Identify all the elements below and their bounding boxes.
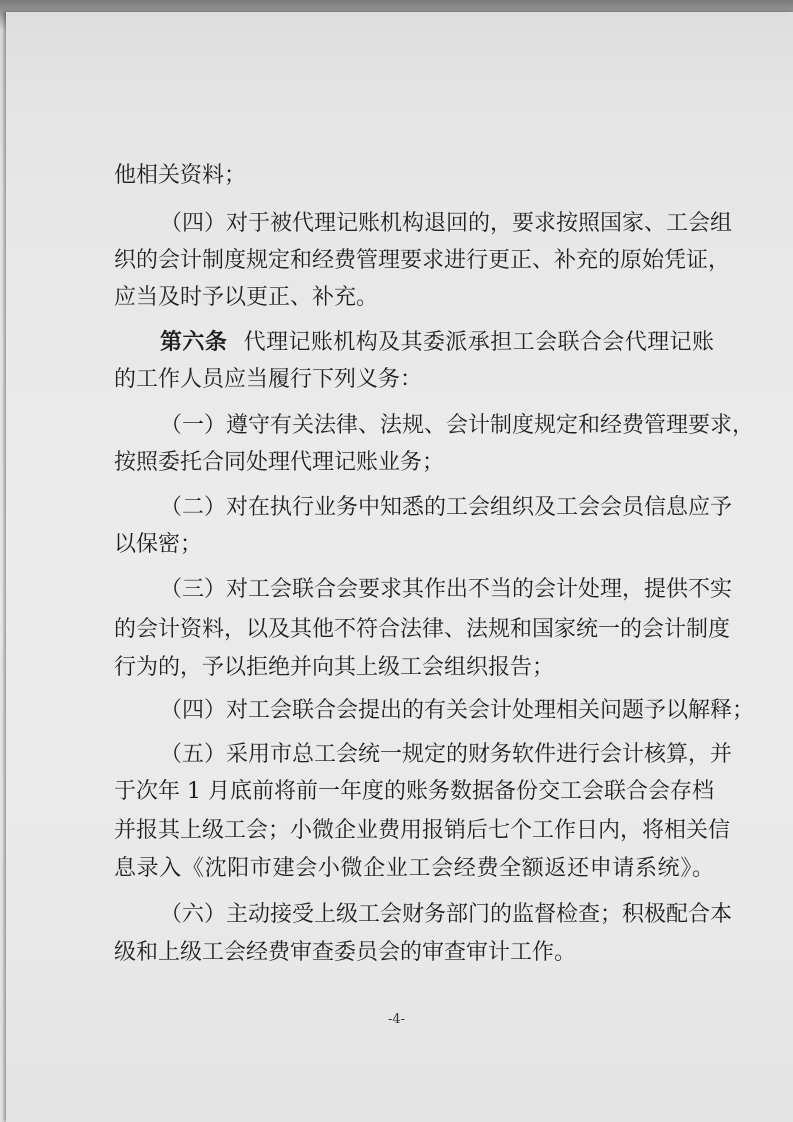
text-line: （一）遵守有关法律、法规、会计制度规定和经费管理要求， [160, 413, 755, 438]
text-line: （三）对工会联合会要求其作出不当的会计处理，提供不实 [160, 577, 733, 602]
text-line: 代理记账机构及其委派承担工会联合会代理记账 [243, 330, 714, 355]
text-line: 级和上级工会经费审查委员会的审查审计工作。 [114, 940, 577, 965]
text-line: （二）对在执行业务中知悉的工会组织及工会会员信息应予 [160, 495, 733, 520]
text-line: （五）采用市总工会统一规定的财务软件进行会计核算，并 [160, 742, 733, 767]
text-line: 他相关资料； [114, 163, 247, 188]
text-line: 织的会计制度规定和经费管理要求进行更正、补充的原始凭证， [114, 248, 731, 273]
text-line: 的会计资料，以及其他不符合法律、法规和国家统一的会计制度 [114, 617, 731, 642]
text-line: 于次年 1 月底前将前一年度的账务数据备份交工会联合会存档 [114, 779, 714, 804]
article-line [160, 325, 714, 361]
text-line: 按照委托合同处理代理记账业务； [114, 450, 445, 475]
text-line: （四）对于被代理记账机构退回的，要求按照国家、工会组 [160, 211, 733, 236]
text-line: 并报其上级工会；小微企业费用报销后七个工作日内，将相关信 [114, 818, 731, 843]
page-number: -4- [387, 1012, 406, 1027]
text-line: 的工作人员应当履行下列义务： [114, 367, 423, 392]
article-label: 第六条 [160, 330, 228, 355]
text-line: 行为的，予以拒绝并向其上级工会组织报告； [114, 655, 555, 680]
text-line: （四）对工会联合会提出的有关会计处理相关问题予以解释； [160, 698, 755, 723]
text-line: 应当及时予以更正、补充。 [114, 285, 379, 310]
text-line: （六）主动接受上级工会财务部门的监督检查；积极配合本 [160, 902, 733, 927]
text-line: 息录入《沈阳市建会小微企业工会经费全额返还申请系统》。 [114, 856, 714, 881]
text-line: 以保密； [114, 532, 203, 557]
